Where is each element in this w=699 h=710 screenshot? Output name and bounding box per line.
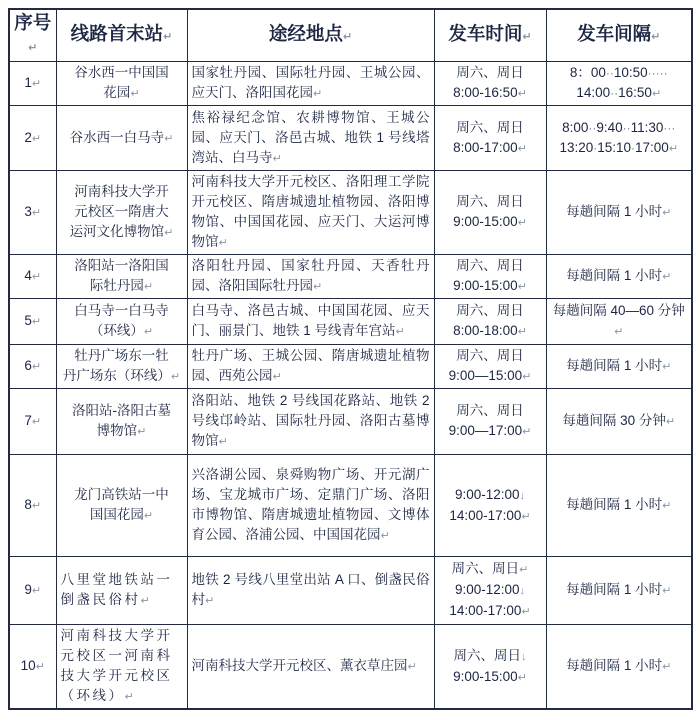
paragraph-mark-icon: ↵ [124, 691, 134, 703]
space-dot-icon: · [588, 120, 593, 135]
paragraph-mark-icon: ↵ [31, 207, 42, 219]
space-dot-icon: · [671, 120, 676, 135]
paragraph-mark-icon: ↵ [143, 510, 154, 522]
cell-stops: 河南科技大学开元校区、洛阳理工学院开元校区、隋唐城遗址植物园、洛阳博物馆、中国国花园、应天门、大运河博物馆↵ [187, 171, 434, 255]
paragraph-mark-icon: ↵ [668, 142, 679, 155]
space-dot-icon: · [605, 66, 610, 80]
cell-stops: 兴洛湖公园、泉舜购物广场、开元湖广场、宝龙城市广场、定鼎门广场、洛阳市博物馆、隋唐城遗址植物园、文博体育公园、洛浦公园、中国国花园↵ [187, 455, 434, 557]
paragraph-mark-icon: ↵ [522, 31, 532, 43]
paragraph-mark-icon: ↵ [164, 227, 174, 239]
cell-departure-time: 周六、周日 9:00—17:00↵ [434, 389, 546, 455]
cell-stops: 河南科技大学开元校区、薰衣草庄园↵ [187, 625, 434, 710]
cell-route: 谷水西一中国国 花园↵ [56, 62, 187, 106]
cell-index: 7↵ [9, 389, 56, 455]
cell-departure-interval: 每趟间隔 1 小时↵ [546, 345, 692, 389]
cell-index: 10↵ [9, 625, 56, 710]
paragraph-mark-icon: ↵ [31, 271, 42, 283]
paragraph-mark-icon: ↵ [31, 132, 42, 145]
cell-departure-interval: 每趟间隔 1 小时↵ [546, 625, 692, 710]
cell-route: 洛阳站一洛阳国 际牡丹园↵ [56, 255, 187, 299]
paragraph-mark-icon: ↵ [130, 88, 140, 100]
paragraph-mark-icon: ↓ [519, 489, 526, 502]
space-dot-icon: · [614, 86, 619, 100]
cell-departure-time: 周六、周日 9:00-15:00↵ [434, 255, 546, 299]
cell-stops: 牡丹广场、王城公园、隋唐城遗址植物园、西苑公园↵ [187, 345, 434, 389]
space-dot-icon: · [610, 86, 615, 100]
paragraph-mark-icon: ↓ [519, 585, 526, 597]
paragraph-mark-icon: ↵ [662, 361, 672, 373]
cell-index: 4↵ [9, 255, 56, 299]
cell-departure-time: 周六、周日↵ 9:00-12:00↓ 14:00-17:00↵ [434, 557, 546, 625]
space-dot-icon: · [663, 66, 668, 80]
paragraph-mark-icon: ↵ [521, 606, 531, 618]
cell-index: 5↵ [9, 299, 56, 345]
paragraph-mark-icon: ↵ [380, 530, 390, 542]
cell-route: 河南科技大学开 元校区一河南科 技大学开元校区 （环线）↵ [56, 625, 187, 710]
table-row [9, 625, 692, 710]
cell-route: 谷水西一白马寺↵ [56, 106, 187, 171]
paragraph-mark-icon: ↵ [35, 661, 45, 673]
space-dot-icon: · [626, 120, 631, 135]
paragraph-mark-icon: ↵ [651, 31, 661, 43]
paragraph-mark-icon: ↵ [662, 207, 672, 219]
paragraph-mark-icon: ↵ [521, 510, 531, 523]
cell-route: 牡丹广场东一牡 丹广场东（环线）↵ [56, 345, 187, 389]
space-dot-icon: · [667, 120, 672, 135]
cell-route: 八里堂地铁站一 倒盏民俗村↵ [56, 557, 187, 625]
cell-index: 9↵ [9, 557, 56, 625]
cell-route: 河南科技大学开 元校区一隋唐大 运河文化博物馆↵ [56, 171, 187, 255]
paragraph-mark-icon: ↵ [665, 416, 676, 428]
cell-departure-time: 周六、周日 9:00-15:00↵ [434, 171, 546, 255]
paragraph-mark-icon: ↵ [170, 371, 181, 383]
space-dot-icon: · [622, 120, 627, 135]
table-row [9, 62, 692, 106]
paragraph-mark-icon: ↵ [163, 31, 173, 43]
cell-stops: 焦裕禄纪念馆、农耕博物馆、王城公园、应天门、洛邑古城、地铁 1 号线塔湾站、白马寺↵ [187, 106, 434, 171]
cell-departure-time: 周六、周日 9:00—15:00↵ [434, 345, 546, 389]
cell-departure-time: 周六、周日↓ 9:00-15:00↵ [434, 625, 546, 710]
paragraph-mark-icon: ↵ [272, 371, 282, 383]
table-row [9, 299, 692, 345]
table-row [9, 255, 692, 299]
paragraph-mark-icon: ↵ [164, 132, 174, 145]
paragraph-mark-icon: ↵ [31, 361, 42, 373]
paragraph-mark-icon: ↵ [407, 661, 417, 673]
paragraph-mark-icon: ↵ [143, 281, 154, 293]
cell-departure-interval: 8:00··9:40··11:30··· 13:20·15:10·17:00↵ [546, 106, 692, 171]
cell-route: 洛阳站-洛阳古墓 博物馆↵ [56, 389, 187, 455]
space-dot-icon: · [659, 66, 664, 80]
header-row [9, 9, 692, 62]
cell-departure-time: 周六、周日 8:00-16:50↵ [434, 62, 546, 106]
space-dot-icon: · [609, 66, 614, 80]
space-dot-icon: · [651, 66, 656, 80]
cell-index: 8↵ [9, 455, 56, 557]
cell-departure-interval: 每趟间隔 1 小时↵ [546, 171, 692, 255]
paragraph-mark-icon: ↵ [662, 500, 672, 512]
paragraph-mark-icon: ↵ [614, 326, 624, 338]
cell-route: 龙门高铁站一中 国国花园↵ [56, 455, 187, 557]
cell-departure-interval: 每趟间隔 1 小时↵ [546, 455, 692, 557]
table-row [9, 345, 692, 389]
paragraph-mark-icon: ↵ [662, 271, 672, 283]
paragraph-mark-icon: ↵ [342, 31, 353, 43]
paragraph-mark-icon: ↵ [28, 42, 38, 54]
cell-stops: 国家牡丹园、国际牡丹园、王城公园、应天门、洛阳国花园↵ [187, 62, 434, 106]
paragraph-mark-icon: ↵ [519, 564, 529, 576]
paragraph-mark-icon: ↵ [522, 371, 532, 383]
header-cell-departure-time: 发车时间↵ [434, 9, 546, 62]
cell-departure-interval: 每趟间隔 1 小时↵ [546, 255, 692, 299]
table-row [9, 106, 692, 171]
paragraph-mark-icon: ↵ [31, 500, 42, 512]
cell-stops: 地铁 2 号线八里堂出站 A 口、倒盏民俗村↵ [187, 557, 434, 625]
table-row [9, 389, 692, 455]
paragraph-mark-icon: ↵ [137, 426, 147, 438]
paragraph-mark-icon: ↵ [517, 88, 527, 100]
cell-departure-time: 9:00-12:00↓ 14:00-17:00↵ [434, 455, 546, 557]
table-body [9, 62, 692, 710]
cell-departure-interval: 每趟间隔 30 分钟↵ [546, 389, 692, 455]
table-row [9, 171, 692, 255]
paragraph-mark-icon: ↵ [517, 281, 527, 293]
cell-route: 白马寺一白马寺 （环线）↵ [56, 299, 187, 345]
space-dot-icon: · [592, 120, 597, 135]
table-header [9, 9, 692, 62]
paragraph-mark-icon: ↵ [313, 88, 323, 100]
space-dot-icon: · [631, 140, 636, 155]
paragraph-mark-icon: ↵ [313, 281, 323, 293]
paragraph-mark-icon: ↵ [517, 671, 527, 684]
paragraph-mark-icon: ↵ [517, 217, 527, 229]
header-cell-route: 线路首末站↵ [56, 9, 187, 62]
paragraph-mark-icon: ↵ [517, 326, 527, 338]
paragraph-mark-icon: ↵ [31, 316, 42, 328]
paragraph-mark-icon: ↵ [143, 326, 154, 338]
cell-index: 3↵ [9, 171, 56, 255]
cell-departure-interval: 每趟间隔 40—60 分钟↵ [546, 299, 692, 345]
cell-index: 2↵ [9, 106, 56, 171]
paragraph-mark-icon: ↵ [218, 237, 228, 249]
paragraph-mark-icon: ↵ [31, 78, 42, 90]
cell-departure-interval: 8：00··10:50····· 14:00··16:50↵ [546, 62, 692, 106]
paragraph-mark-icon: ↵ [395, 326, 405, 338]
paragraph-mark-icon: ↵ [517, 142, 527, 155]
table-row [9, 455, 692, 557]
header-cell-stops: 途经地点↵ [187, 9, 434, 62]
header-cell-index: 序号↵ [9, 9, 56, 62]
table-row [9, 557, 692, 625]
bus-route-table [8, 8, 693, 710]
space-dot-icon: · [647, 66, 652, 80]
cell-departure-time: 周六、周日 8:00-18:00↵ [434, 299, 546, 345]
paragraph-mark-icon: ↵ [31, 416, 42, 428]
header-cell-departure-interval: 发车间隔↵ [546, 9, 692, 62]
cell-departure-interval: 每趟间隔 1 小时↵ [546, 557, 692, 625]
paragraph-mark-icon: ↵ [31, 585, 42, 597]
space-dot-icon: · [593, 140, 598, 155]
paragraph-mark-icon: ↵ [522, 426, 532, 438]
cell-departure-time: 周六、周日 8:00-17:00↵ [434, 106, 546, 171]
paragraph-mark-icon: ↵ [272, 152, 282, 165]
paragraph-mark-icon: ↵ [205, 595, 215, 607]
paragraph-mark-icon: ↵ [140, 595, 150, 607]
paragraph-mark-icon: ↵ [662, 585, 672, 597]
paragraph-mark-icon: ↵ [651, 88, 662, 100]
cell-index: 1↵ [9, 62, 56, 106]
paragraph-mark-icon: ↵ [218, 436, 228, 448]
space-dot-icon: · [655, 66, 660, 80]
cell-stops: 白马寺、洛邑古城、中国国花园、应天门、丽景门、地铁 1 号线青年宫站↵ [187, 299, 434, 345]
cell-index: 6↵ [9, 345, 56, 389]
cell-stops: 洛阳牡丹园、国家牡丹园、天香牡丹园、洛阳国际牡丹园↵ [187, 255, 434, 299]
cell-stops: 洛阳站、地铁 2 号线国花路站、地铁 2 号线邙岭站、国际牡丹园、洛阳古墓博物馆↵ [187, 389, 434, 455]
paragraph-mark-icon: ↵ [662, 661, 672, 673]
space-dot-icon: · [663, 120, 668, 135]
paragraph-mark-icon: ↓ [521, 650, 527, 663]
